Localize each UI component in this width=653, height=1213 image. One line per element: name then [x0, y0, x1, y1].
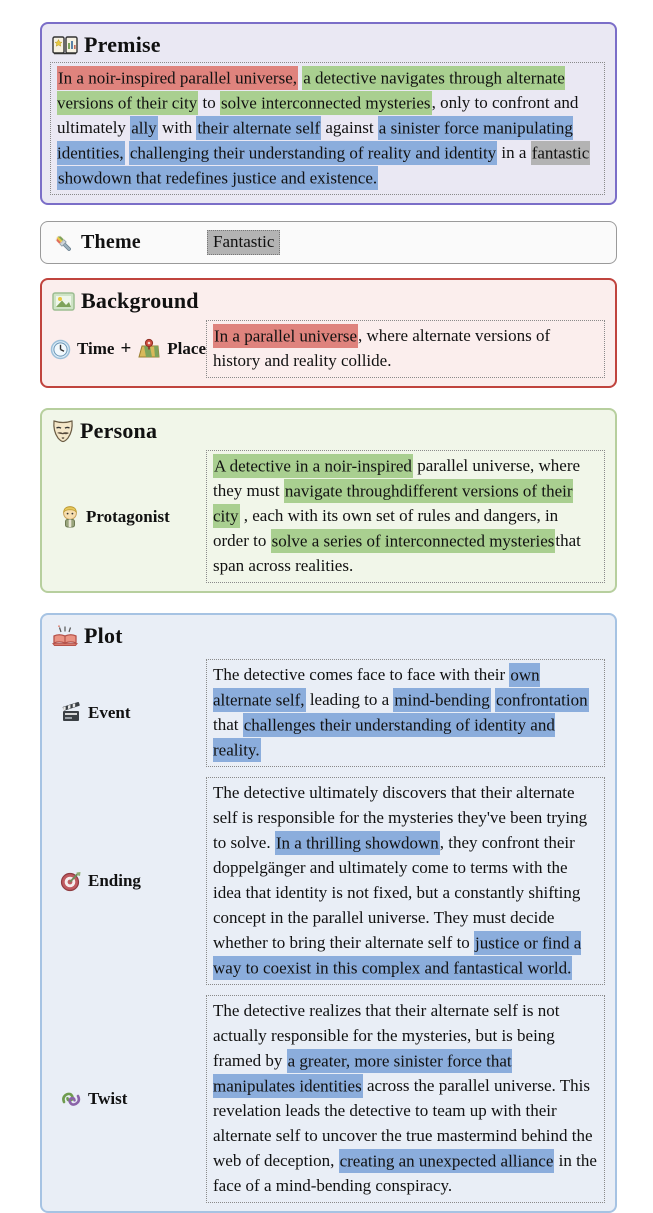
premise-text: In a noir-inspired parallel universe, a detective navigates through alternate versions of their city to solve interconnected mysteries, only to confront and ultimately ally with their alternate self against a sinister force manipulating identities, challenging their understanding of reality and identity in a fantastic showdown that redefines justice and existence. [50, 62, 605, 195]
place-label: Place [167, 339, 206, 358]
map-pin-icon [137, 338, 161, 360]
persona-section [40, 408, 617, 593]
clock-icon [50, 339, 71, 360]
open-book-icon [52, 624, 78, 648]
theme-section [40, 221, 617, 264]
time-label: Time [77, 339, 115, 358]
protagonist-label-group [50, 505, 206, 529]
background-section [40, 278, 617, 388]
ending-text: The detective ultimately discovers that their alternate self is responsible for the mysteries they've been trying to solve. In a thrilling showdown, they confront their doppelgänger and ultimately come to terms with the idea that identity is not fixed, but a constantly shifting concept in the parallel universe. They must decide whether to bring their alternate self to justice or find a way to coexist in this complex and fantastical world. [206, 777, 605, 985]
ending-label-group [50, 870, 206, 892]
theme-title: Theme [81, 231, 141, 253]
event-text: The detective comes face to face with their own alternate self, leading to a mind-bending confrontation that challenges their understanding of identity and reality. [206, 659, 605, 767]
plus-sign: + [120, 338, 132, 359]
background-text: In a parallel universe, where alternate versions of history and reality collide. [206, 320, 605, 378]
premise-header [52, 32, 605, 58]
character-icon [60, 505, 80, 529]
twist-text: The detective realizes that their alternate self is not actually responsible for the mysteries, but is being framed by a greater, more sinister force that manipulates identities across the parallel universe. This revelation leads the detective to team up with their alternate self to uncover the true mastermind behind the web of deception, creating an unexpected alliance in the face of a mind-bending conspiracy. [206, 995, 605, 1203]
storybook-icon [52, 34, 78, 56]
persona-title: Persona [80, 418, 158, 443]
background-header [52, 288, 605, 314]
ending-row [50, 777, 605, 985]
event-row [50, 659, 605, 767]
twist-label-group [50, 1089, 206, 1109]
plot-header [52, 623, 605, 649]
premise-section [40, 22, 617, 205]
protagonist-row [50, 450, 605, 583]
background-title: Background [81, 288, 199, 313]
paintbrush-icon [51, 231, 75, 255]
protagonist-label: Protagonist [86, 506, 170, 526]
background-row [50, 320, 605, 378]
plot-title: Plot [84, 623, 123, 648]
premise-title: Premise [84, 32, 161, 57]
event-label: Event [88, 703, 131, 722]
twist-label: Twist [88, 1089, 128, 1108]
anonymous-mask-icon [52, 419, 74, 443]
protagonist-text: A detective in a noir-inspired parallel universe, where they must navigate throughdifferent versions of their city , each with its own set of rules and dangers, in order to solve a series of interconnected mysteriesthat span across realities. [206, 450, 605, 583]
theme-label-group [51, 231, 207, 255]
framed-picture-icon [52, 291, 75, 312]
spiral-icon [60, 1089, 82, 1109]
clapperboard-icon [60, 702, 82, 724]
theme-value: Fantastic [207, 230, 280, 255]
ending-label: Ending [88, 871, 141, 890]
event-label-group [50, 702, 206, 724]
twist-row [50, 995, 605, 1203]
time-place-label-group [50, 338, 206, 360]
dart-target-icon [60, 870, 82, 892]
plot-section [40, 613, 617, 1213]
persona-header [52, 418, 605, 444]
theme-row [51, 230, 606, 255]
